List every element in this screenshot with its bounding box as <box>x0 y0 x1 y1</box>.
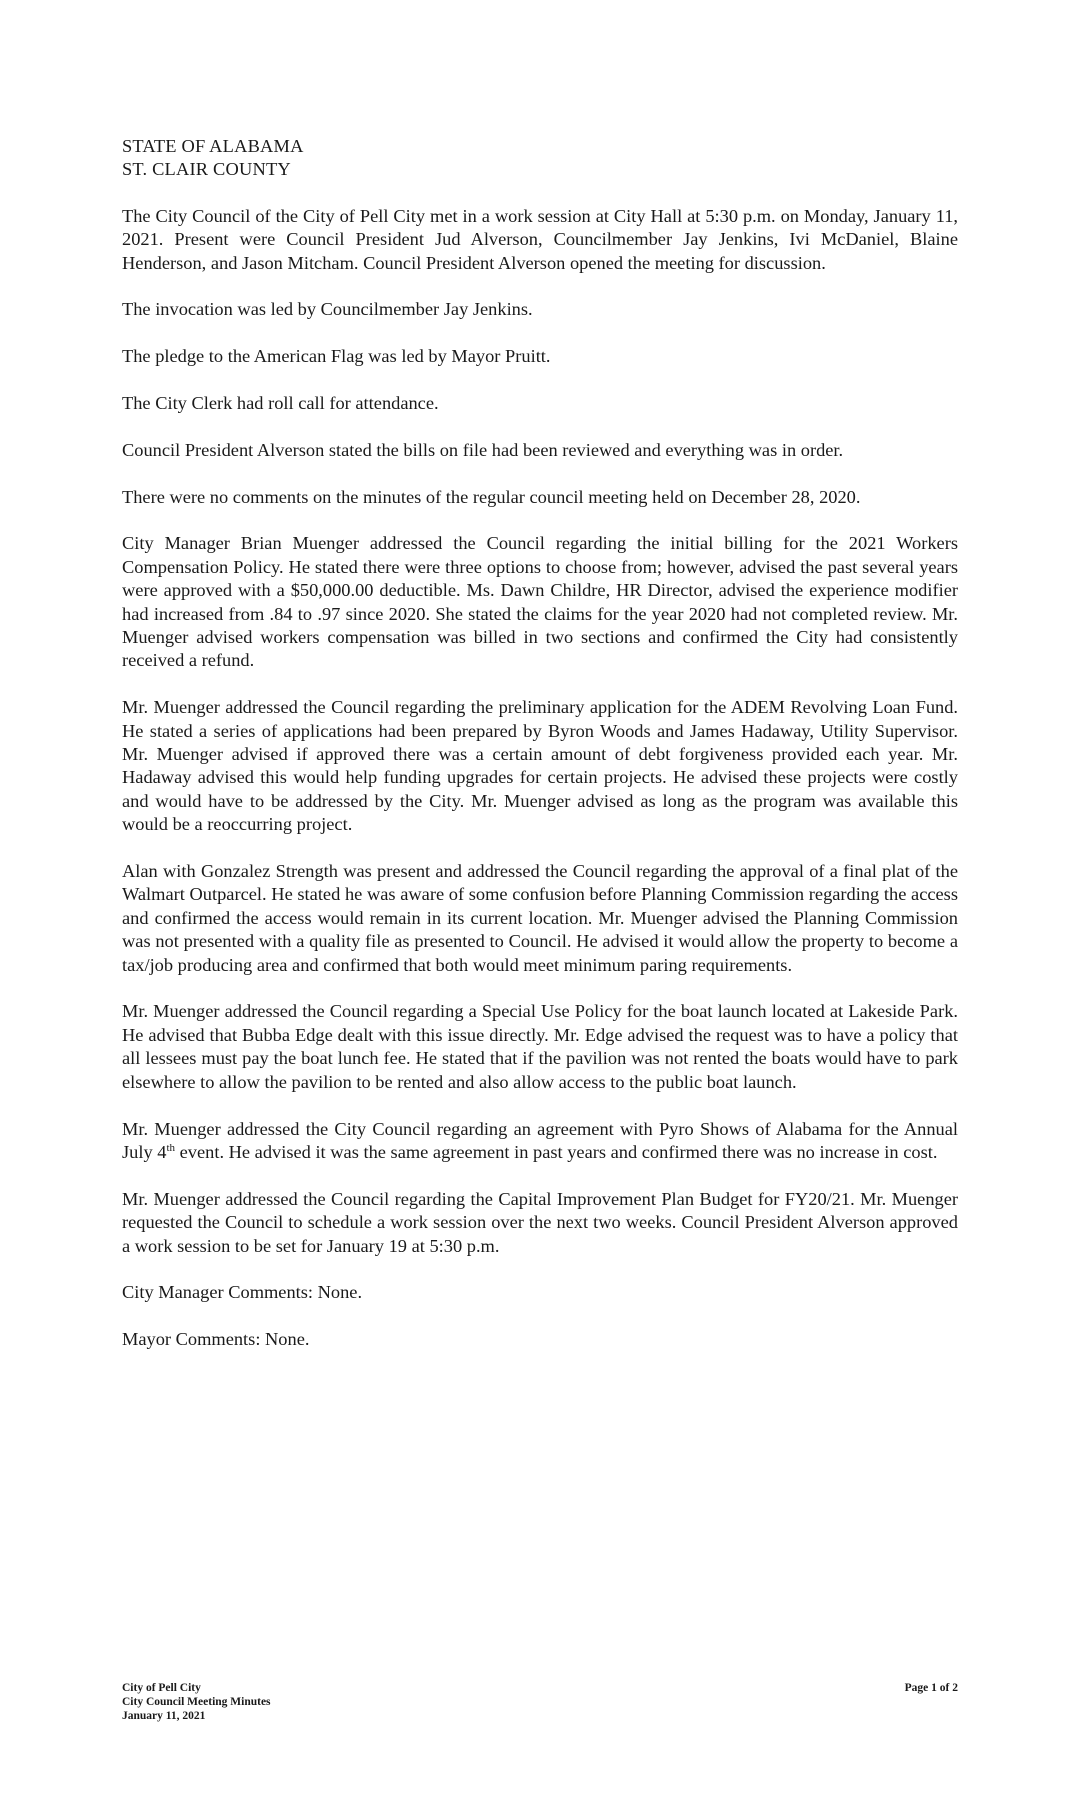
paragraph-workers-comp: City Manager Brian Muenger addressed the Council regarding the initial billing for the 2021 Workers Compensation Policy. He stated there were three options to choose from; however, advised the past several years were approved with a $50,000.00 deductible. Ms. Dawn Childre, HR Director, advised the experience modifier had increased from .84 to .97 since 2020. She stated the claims for the year 2020 had not completed review. Mr. Muenger advised workers compensation was billed in two sections and confirmed the City had consistently received a refund. <box>122 533 958 671</box>
paragraph-roll-call: The City Clerk had roll call for attendance. <box>122 393 439 414</box>
paragraph-adem-loan: Mr. Muenger addressed the Council regarding the preliminary application for the ADEM Revolving Loan Fund. He stated a series of applications had been prepared by Byron Woods and James Hadaway, Utility Supervisor. Mr. Muenger advised if approved there was a certain amount of debt forgiveness provided each year. Mr. Hadaway advised this would help funding upgrades for certain projects. He advised these projects were costly and would have to be addressed by the City. Mr. Muenger advised as long as the program was available this would be a reoccurring project. <box>122 697 958 835</box>
paragraph-invocation: The invocation was led by Councilmember Jay Jenkins. <box>122 299 533 320</box>
paragraph-minutes: There were no comments on the minutes of the regular council meeting held on December 28, 2020. <box>122 486 861 507</box>
paragraph-bills: Council President Alverson stated the bills on file had been reviewed and everything was in order. <box>122 439 844 460</box>
paragraph-capital-plan: Mr. Muenger addressed the Council regarding the Capital Improvement Plan Budget for FY20/21. Mr. Muenger requested the Council to schedule a work session over the next two weeks. Council President Alverson approved a work session to be set for January 19 at 5:30 p.m. <box>122 1188 958 1256</box>
paragraph-pledge: The pledge to the American Flag was led by Mayor Pruitt. <box>122 346 551 367</box>
pyro-text-before: Mr. Muenger addressed the City Council regarding an agreement with Pyro Shows of Alabama for the Annual July 4 <box>122 1118 958 1162</box>
paragraph-boat-launch: Mr. Muenger addressed the Council regarding a Special Use Policy for the boat launch located at Lakeside Park. He advised that Bubba Edge dealt with this issue directly. Mr. Edge advised the request was to have a policy that all lessees must pay the boat lunch fee. He stated that if the pavilion was not rented the boats would have to park elsewhere to allow the pavilion to be rented and also allow access to the public boat launch. <box>122 1001 958 1092</box>
paragraph-city-manager-comments: City Manager Comments: None. <box>122 1282 363 1303</box>
document-body <box>122 135 958 1375</box>
footer-date: January 11, 2021 <box>122 1710 206 1722</box>
footer-city: City of Pell City <box>122 1682 201 1694</box>
footer-doc-title: City Council Meeting Minutes <box>122 1696 271 1708</box>
page-number: Page 1 of 2 <box>904 1682 958 1694</box>
paragraph-pyro-shows <box>122 1118 958 1165</box>
paragraph-walmart-plat: Alan with Gonzalez Strength was present and addressed the Council regarding the approval of a final plat of the Walmart Outparcel. He stated he was aware of some confusion before Planning Commission regarding the access and confirmed the access would remain in its current location. Mr. Muenger advised the Planning Commission was not presented with a quality file as presented to Council. He advised it would allow the property to become a tax/job producing area and confirmed that both would meet minimum paring requirements. <box>122 861 958 975</box>
pyro-superscript: th <box>166 1141 176 1154</box>
document-heading <box>122 135 958 182</box>
state-line: STATE OF ALABAMA <box>122 136 304 156</box>
pyro-text-after: event. He advised it was the same agreement in past years and confirmed there was no increase in cost. <box>175 1141 938 1162</box>
footer-info <box>122 1681 271 1723</box>
paragraph-attendance: The City Council of the City of Pell City met in a work session at City Hall at 5:30 p.m. on Monday, January 11, 2021. Present were Council President Jud Alverson, Councilmember Jay Jenkins, Ivi McDaniel, Blaine Henderson, and Jason Mitcham. Council President Alverson opened the meeting for discussion. <box>122 205 958 273</box>
county-line: ST. CLAIR COUNTY <box>122 159 291 180</box>
paragraph-mayor-comments: Mayor Comments: None. <box>122 1329 310 1350</box>
